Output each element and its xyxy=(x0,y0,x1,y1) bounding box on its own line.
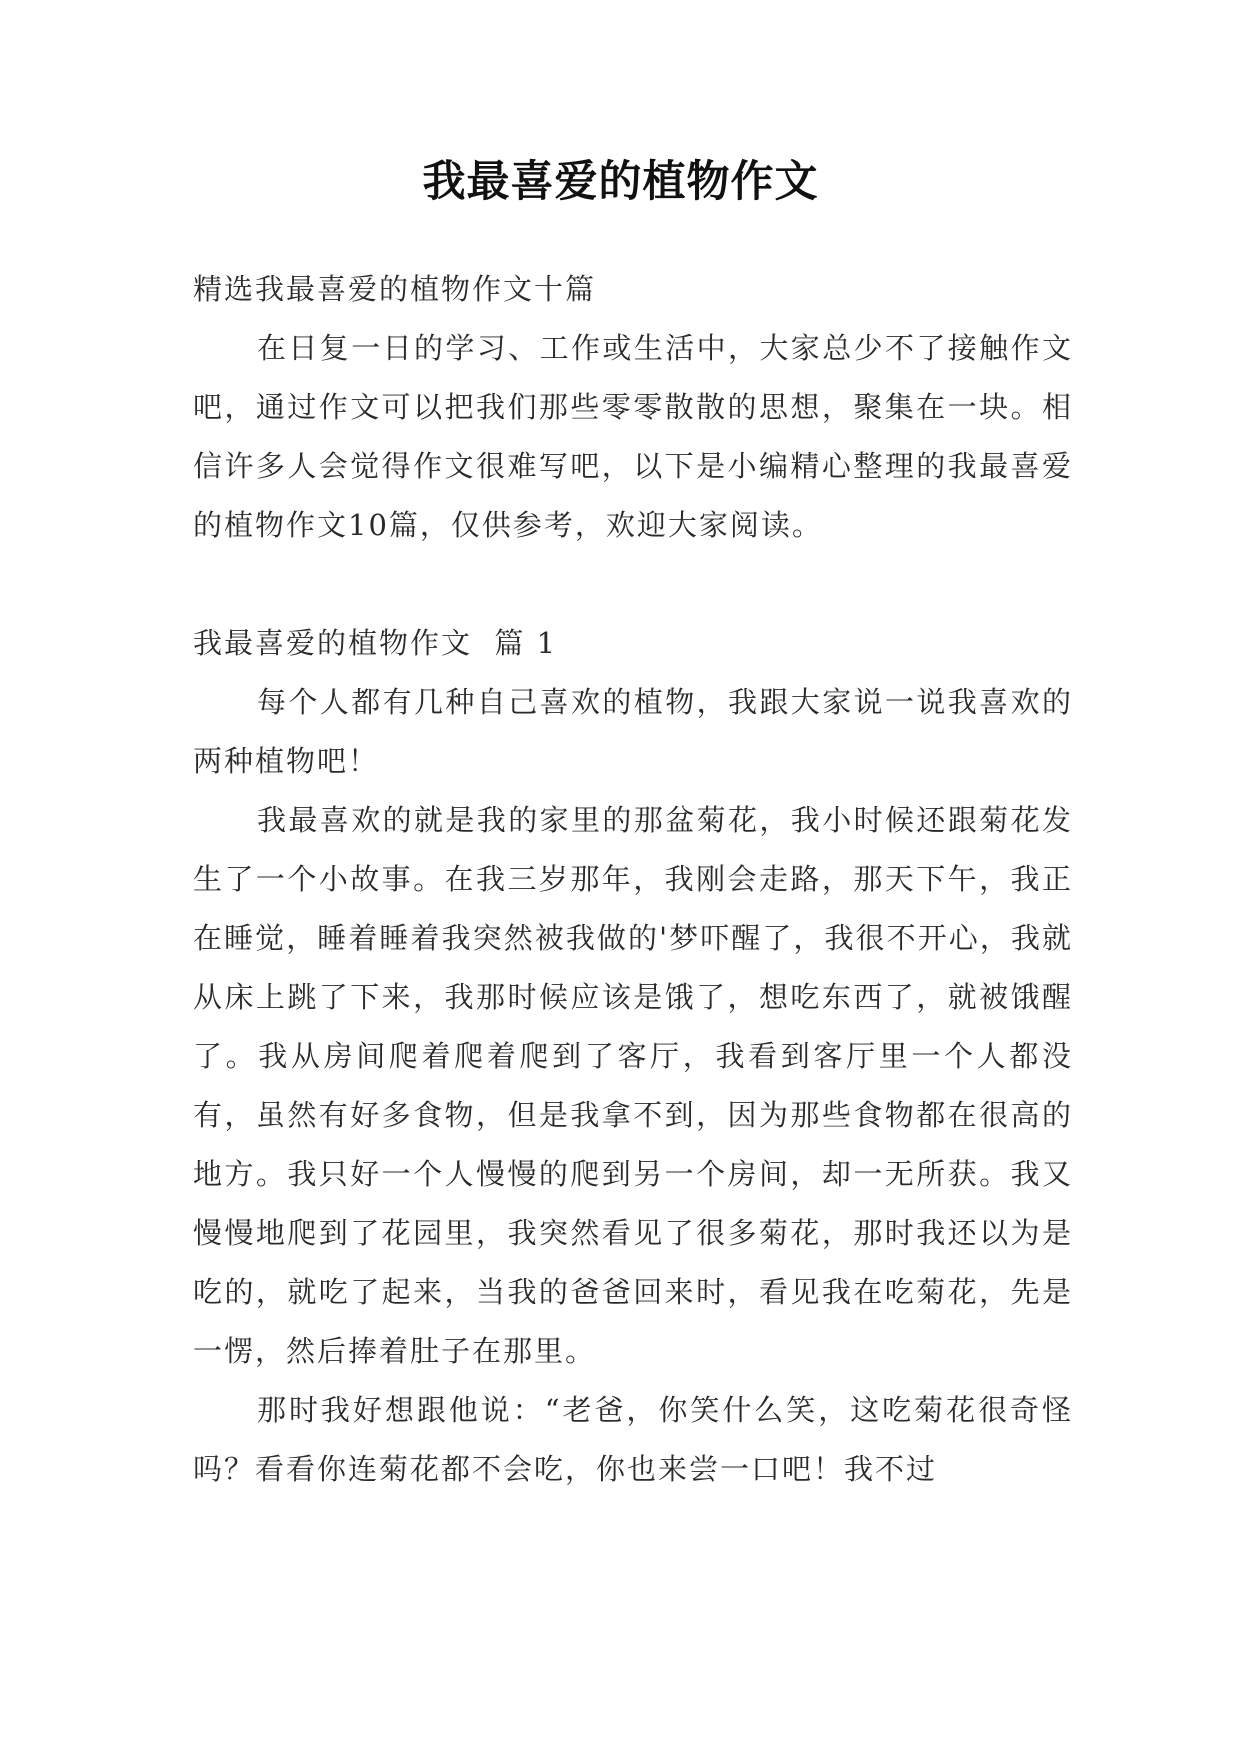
document-subtitle: 精选我最喜爱的植物作文十篇 xyxy=(193,272,597,306)
document-title: 我最喜爱的植物作文 xyxy=(422,157,819,207)
section-heading: 我最喜爱的植物作文 篇 1 xyxy=(193,626,558,660)
body-paragraph: 每个人都有几种自己喜欢的植物，我跟大家说一说我喜欢的两种植物吧！ xyxy=(193,685,1073,778)
body-paragraph: 我最喜欢的就是我的家里的那盆菊花，我小时候还跟菊花发生了一个小故事。在我三岁那年，我刚会走路，那天下午，我正在睡觉，睡着睡着我突然被我做的'梦吓醒了，我很不开心，我就从床上跳了下来，我那时候应该是饿了，想吃东西了，就被饿醒了。我从房间爬着爬着爬到了客厅，我看到客厅里一个人都没有，虽然有好多食物，但是我拿不到，因为那些食物都在很高的地方。我只好一个人慢慢的爬到另一个房间，却一无所获。我又慢慢地爬到了花园里，我突然看见了很多菊花，那时我还以为是吃的，就吃了起来，当我的爸爸回来时，看见我在吃菊花，先是一愣，然后捧着肚子在那里。 xyxy=(193,803,1073,1368)
body-paragraph: 那时我好想跟他说：“老爸，你笑什么笑，这吃菊花很奇怪吗？看看你连菊花都不会吃，你也来尝一口吧！我不过 xyxy=(193,1393,1073,1486)
intro-paragraph: 在日复一日的学习、工作或生活中，大家总少不了接触作文吧，通过作文可以把我们那些零零散散的思想，聚集在一块。相信许多人会觉得作文很难写吧，以下是小编精心整理的我最喜爱的植物作文10篇，仅供参考，欢迎大家阅读。 xyxy=(193,331,1073,542)
document-body xyxy=(193,260,1073,1499)
